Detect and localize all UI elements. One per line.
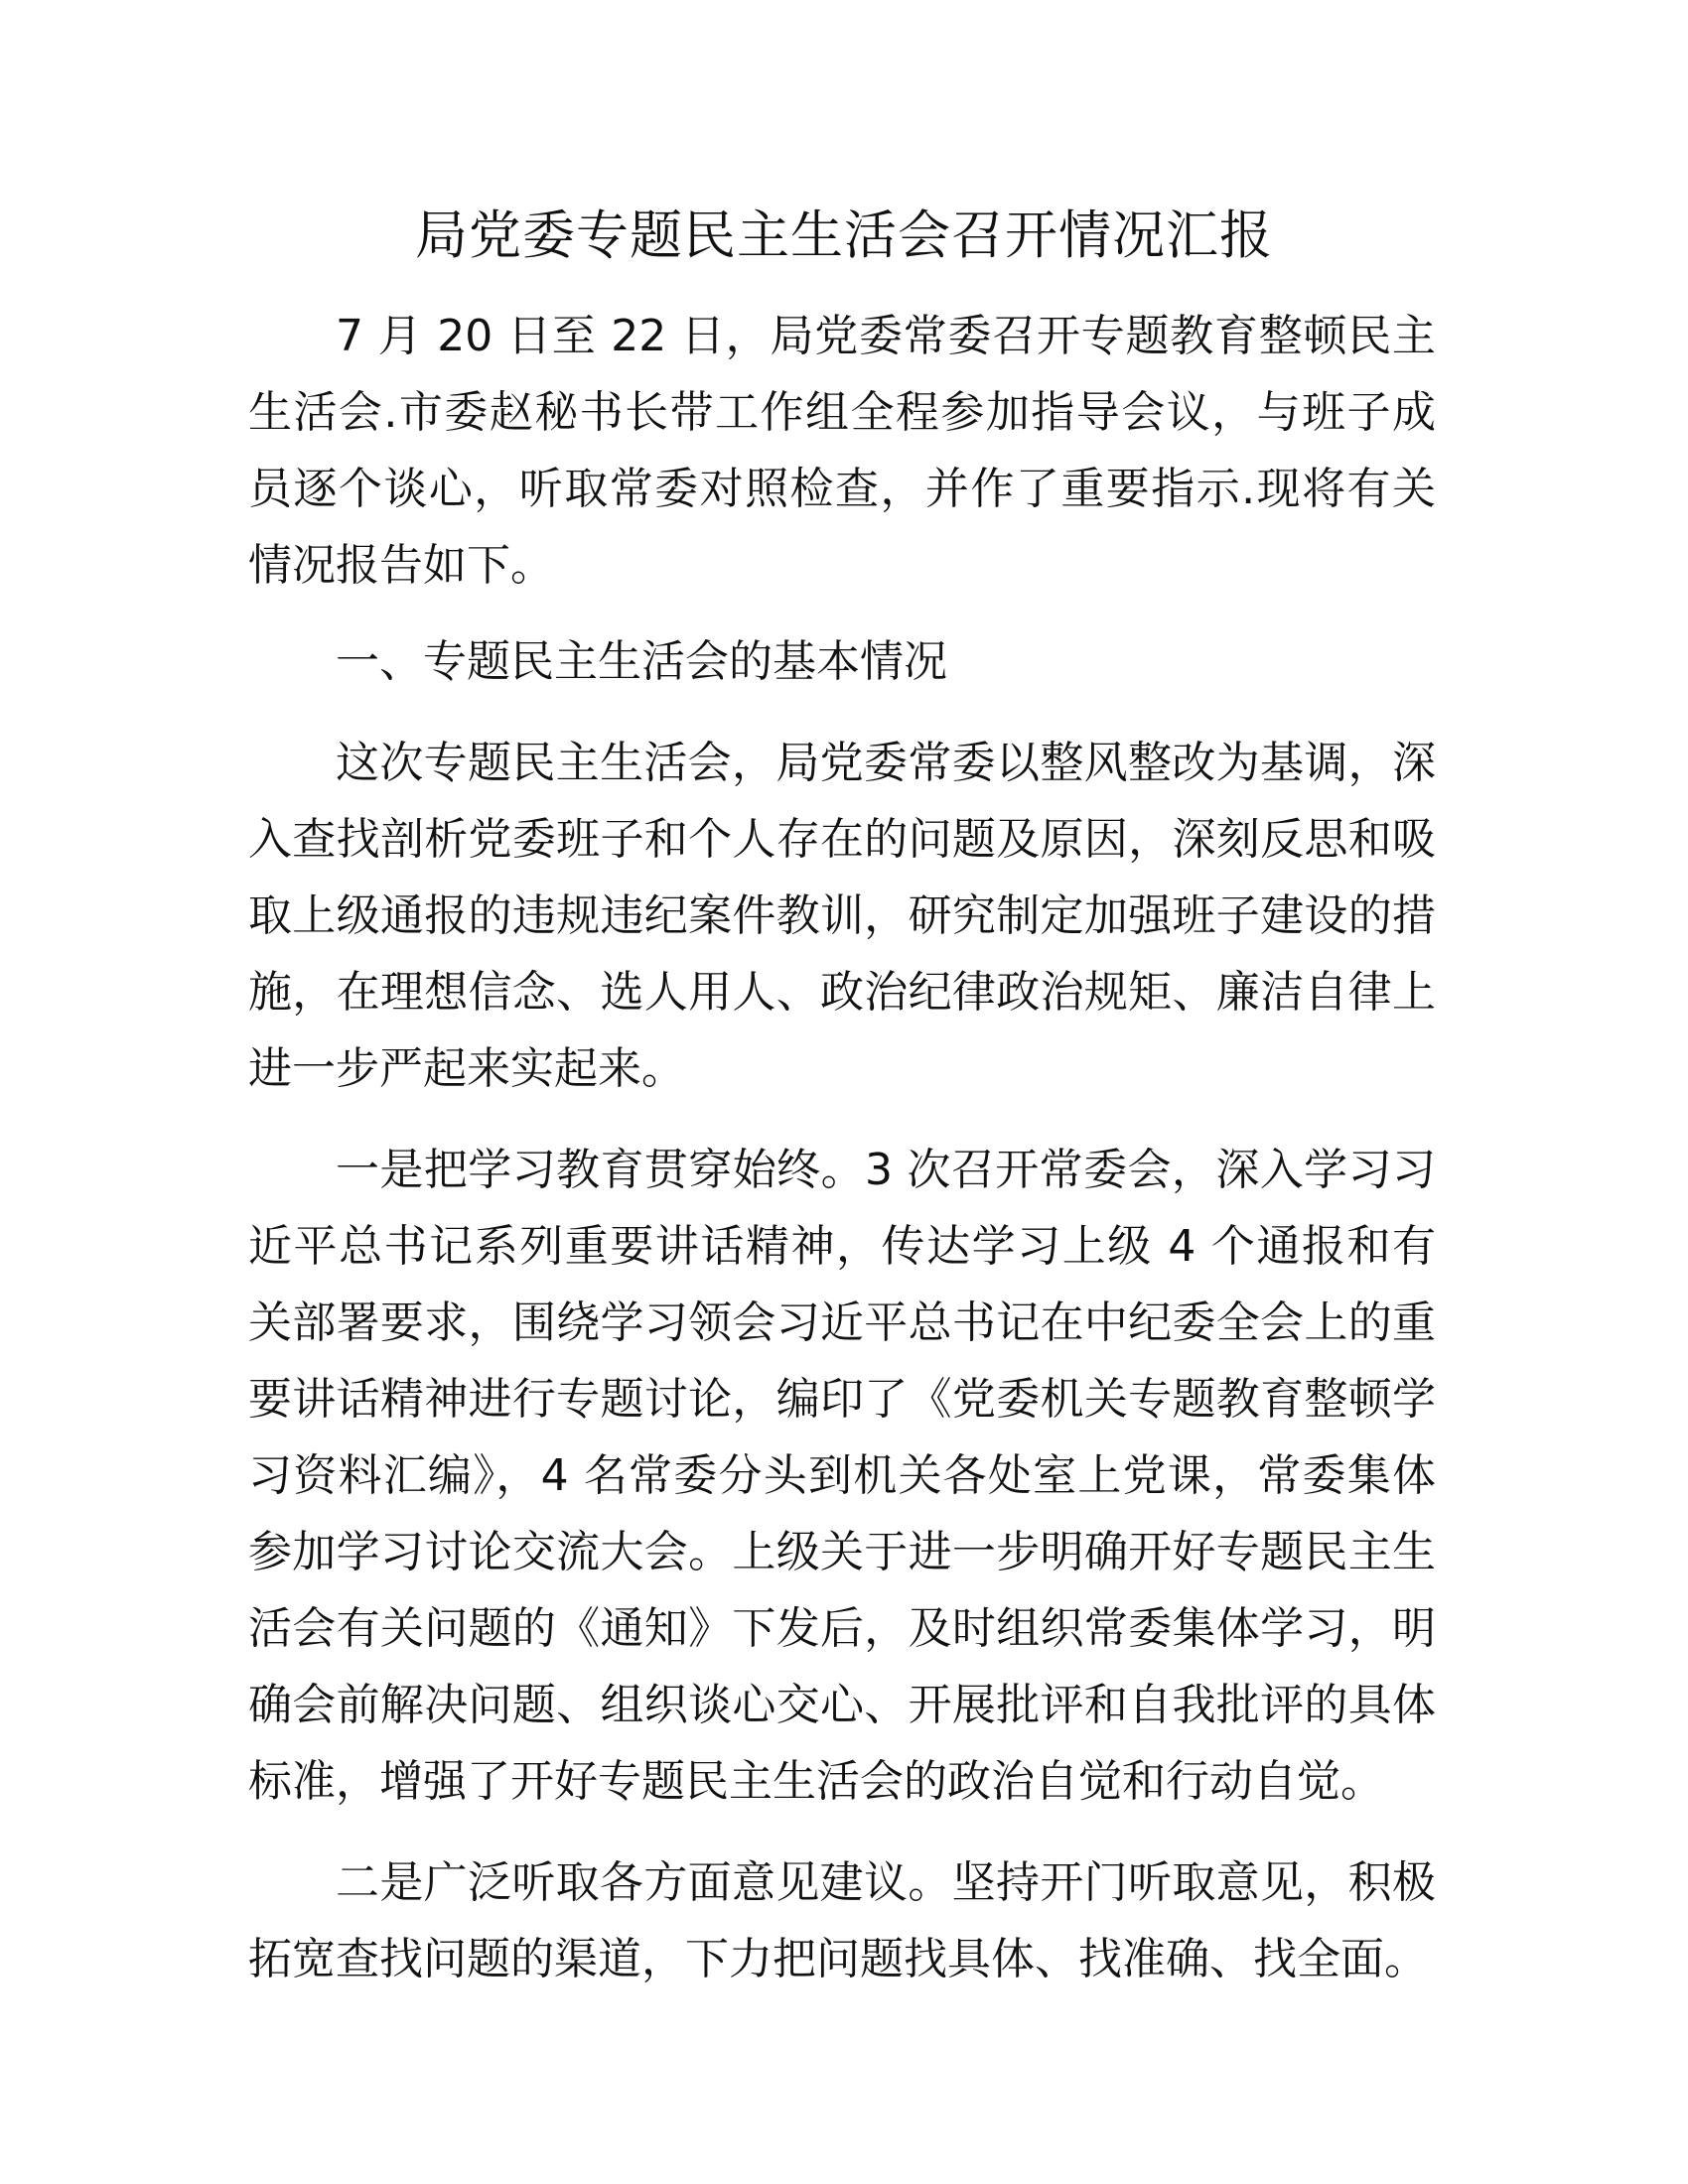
paragraph-overview: 这次专题民主生活会，局党委常委以整风整改为基调，深入查找剖析党委班子和个人存在的问题及原因，深刻反思和吸取上级通报的违规违纪案件教训，研究制定加强班子建设的措施，在理想信念、选人用人、政治纪律政治规矩、廉洁自律上进一步严起来实起来。 <box>248 738 1436 1094</box>
paragraph-intro: 7 月 20 日至 22 日，局党委常委召开专题教育整顿民主生活会.市委赵秘书长带工作组全程参加指导会议，与班子成员逐个谈心，听取常委对照检查，并作了重要指示.现将有关情况报告如下。 <box>248 311 1436 591</box>
paragraph-study: 一是把学习教育贯穿始终。3 次召开常委会，深入学习习近平总书记系列重要讲话精神，传达学习上级 4 个通报和有关部署要求，围绕学习领会习近平总书记在中纪委全会上的重要讲话精神进行专题讨论，编印了《党委机关专题教育整顿学习资料汇编》，4 名常委分头到机关各处室上党课，常委集体参加学习讨论交流大会。上级关于进一步明确开好专题民主生活会有关问题的《通知》下发后，及时组织常委集体学习，明确会前解决问题、组织谈心交心、开展批评和自我批评的具体标准，增强了开好专题民主生活会的政治自觉和行动自觉。 <box>248 1145 1436 1807</box>
document-body <box>248 298 1436 1997</box>
section-heading-1: 一、专题民主生活会的基本情况 <box>336 636 947 687</box>
document-title: 局党委专题民主生活会召开情况汇报 <box>415 205 1273 266</box>
paragraph-opinions: 二是广泛听取各方面意见建议。坚持开门听取意见，积极拓宽查找问题的渠道，下力把问题找具体、找准确、找全面。 <box>248 1857 1436 1984</box>
